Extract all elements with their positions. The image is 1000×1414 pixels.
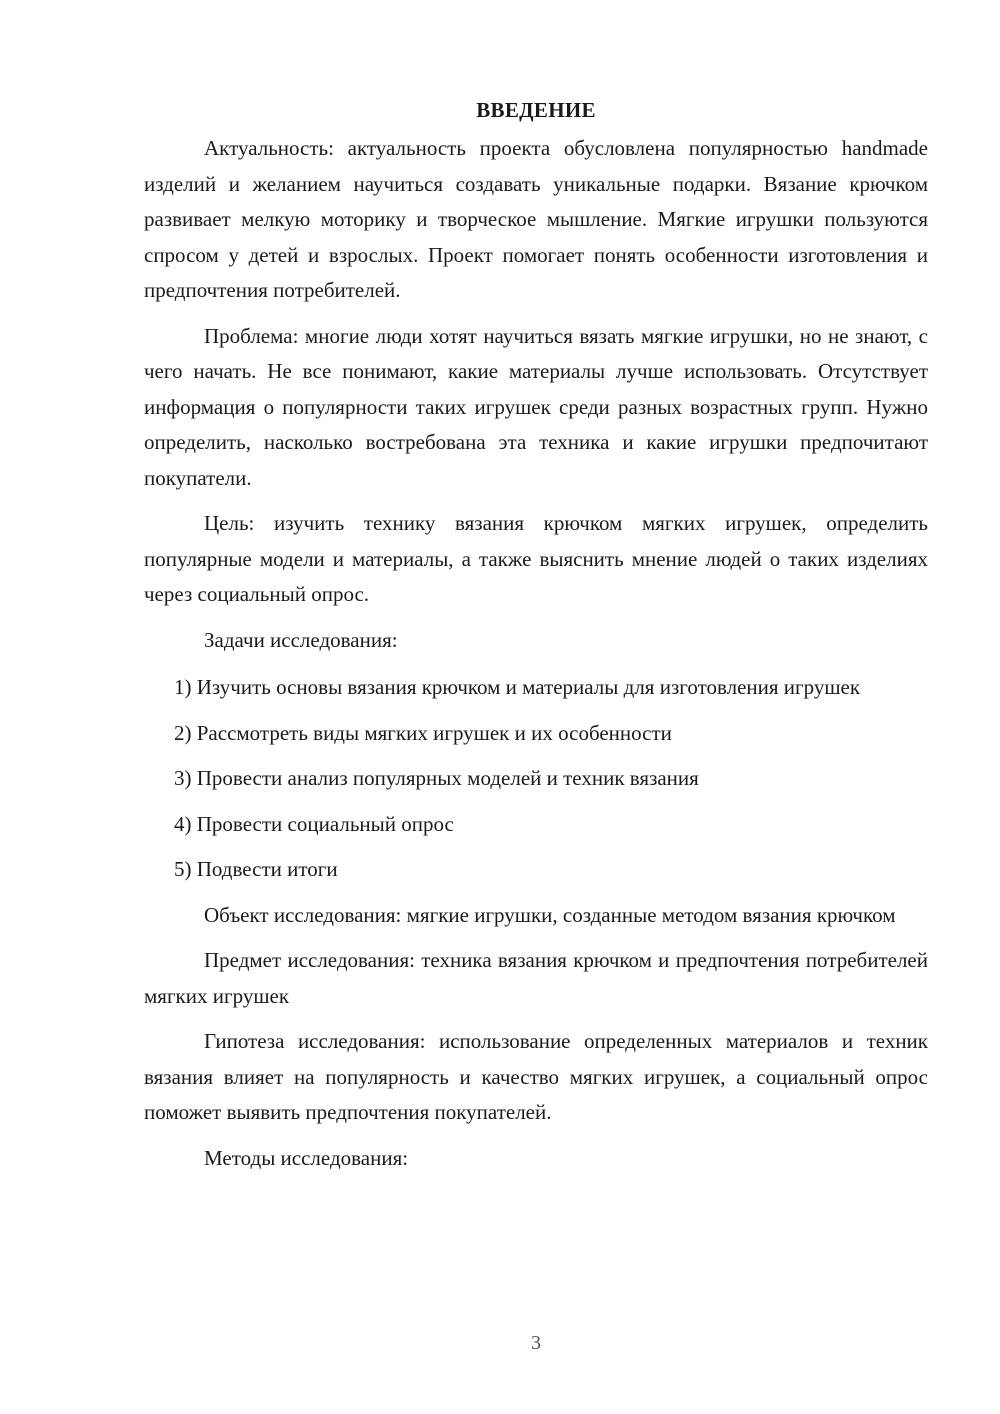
paragraph-hypothesis: Гипотеза исследования: использование определенных материалов и техник вязания влияет на популярность и качество мягких игрушек, а социальный опрос поможет выявить предпочтения покупателей. (144, 1029, 928, 1124)
paragraph-methods: Методы исследования: (204, 1145, 409, 1170)
paragraph-relevance: Актуальность: актуальность проекта обусловлена популярностью handmade изделий и желанием научиться создавать уникальные подарки. Вязание крючком развивает мелкую моторику и творческое мышление. Мягкие игрушки пользуются спросом у детей и взрослых. Проект помогает понять особенности изготовления и предпочтения потребителей. (144, 136, 928, 302)
paragraph-subject: Предмет исследования: техника вязания крючком и предпочтения потребителей мягких игрушек (144, 948, 928, 1008)
document-page (144, 95, 928, 1186)
paragraph-goal: Цель: изучить технику вязания крючком мягких игрушек, определить популярные модели и материалы, а также выяснить мнение людей о таких изделиях через социальный опрос. (144, 511, 928, 606)
list-item: 2) Рассмотреть виды мягких игрушек и их особенности (174, 720, 672, 745)
paragraph-problem: Проблема: многие люди хотят научиться вязать мягкие игрушки, но не знают, с чего начать. Не все понимают, какие материалы лучше использовать. Отсутствует информация о популярности таких игрушек среди разных возрастных групп. Нужно определить, насколько востребована эта техника и какие игрушки предпочитают покупатели. (144, 323, 928, 490)
list-item: 1) Изучить основы вязания крючком и материалы для изготовления игрушек (174, 675, 861, 699)
paragraph-object: Объект исследования: мягкие игрушки, созданные методом вязания крючком (204, 902, 896, 927)
list-item: 5) Подвести итоги (174, 857, 338, 881)
list-item: 4) Провести социальный опрос (174, 811, 454, 836)
page-title: ВВЕДЕНИЕ (476, 98, 596, 122)
page-number: 3 (531, 1332, 541, 1354)
list-item: 3) Провести анализ популярных моделей и техник вязания (174, 766, 699, 790)
paragraph-tasks-heading: Задачи исследования: (204, 627, 398, 652)
